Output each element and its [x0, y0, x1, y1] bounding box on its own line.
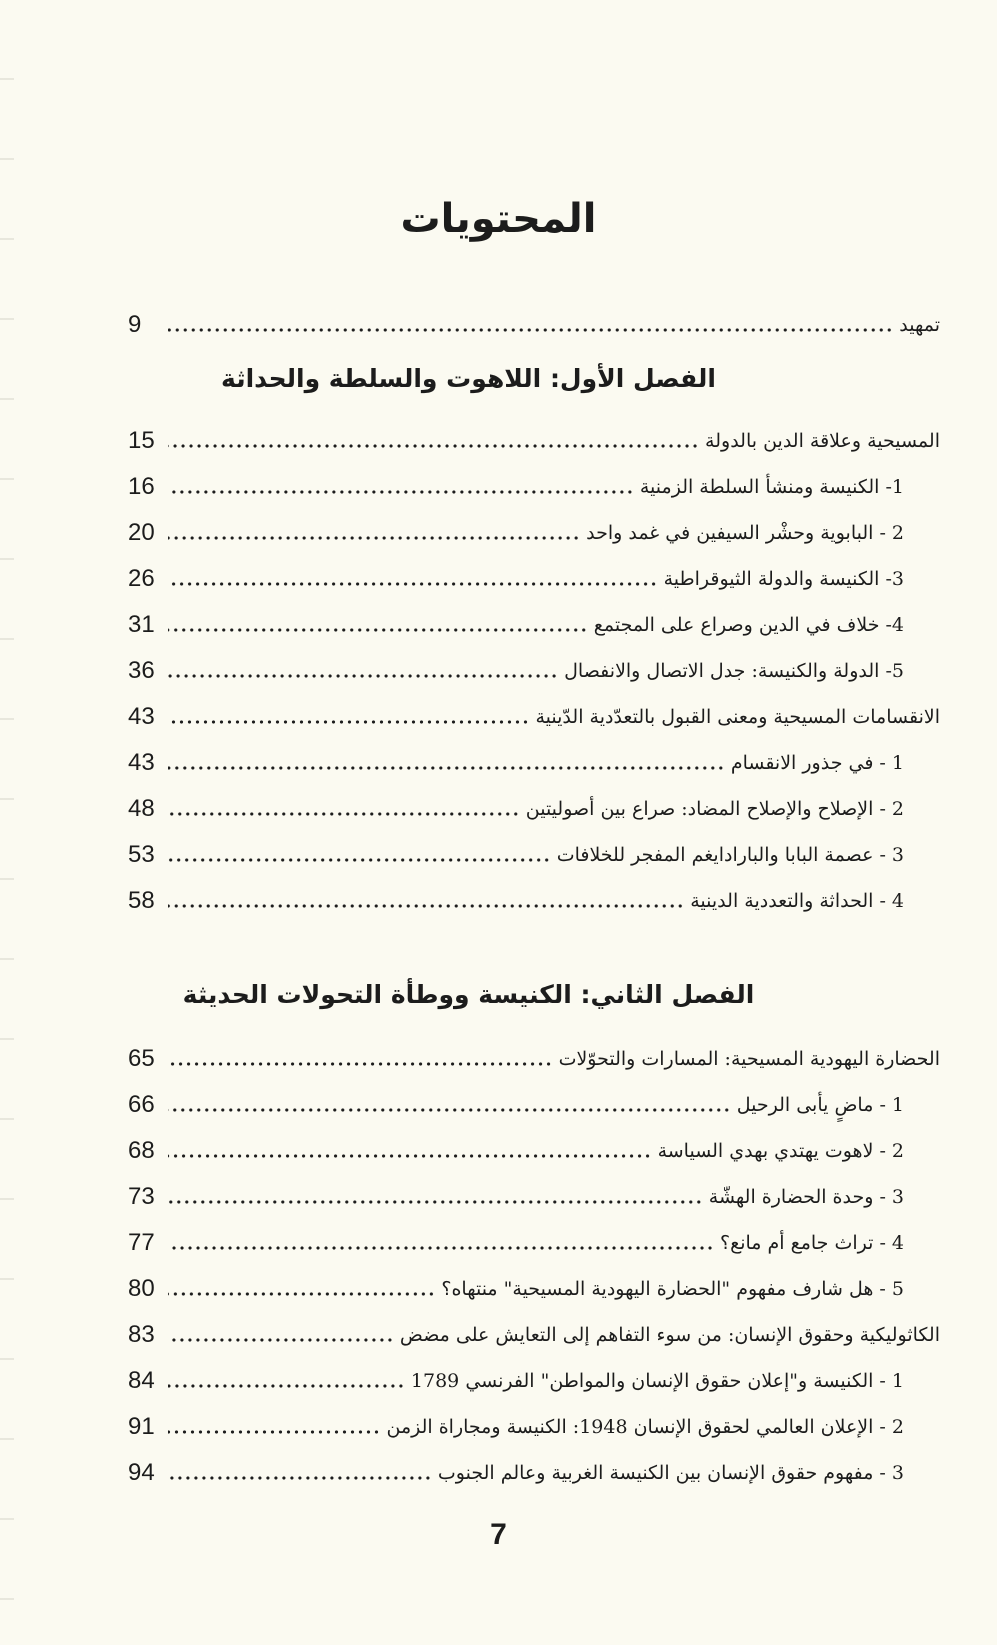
- toc-page-number: 26: [128, 565, 155, 592]
- toc-page-number: 16: [128, 473, 155, 500]
- toc-row[interactable]: [128, 414, 940, 454]
- toc-row[interactable]: [128, 1308, 940, 1348]
- toc-page-number: 68: [128, 1137, 155, 1164]
- toc-entry-label: 5- الدولة والكنيسة: جدل الاتصال والانفصال: [564, 660, 904, 682]
- toc-page-number: 15: [128, 427, 155, 454]
- leader-dots: [168, 765, 725, 771]
- leader-dots: [168, 535, 580, 541]
- toc-entry-label: تمهيد: [899, 314, 940, 336]
- leader-dots: [168, 443, 699, 449]
- toc-row[interactable]: [128, 552, 940, 592]
- toc-row[interactable]: [128, 460, 940, 500]
- leader-dots: [168, 581, 658, 587]
- leader-dots: [168, 719, 529, 725]
- leader-dots: [168, 1337, 394, 1343]
- toc-page-number: 43: [128, 749, 155, 776]
- toc-entry-label: 3- الكنيسة والدولة الثيوقراطية: [663, 568, 904, 590]
- toc-page-number: 48: [128, 795, 155, 822]
- leader-dots: [168, 1061, 553, 1067]
- toc-page-number: 20: [128, 519, 155, 546]
- toc-row[interactable]: [128, 690, 940, 730]
- toc-row[interactable]: [128, 1262, 940, 1302]
- toc-entry-label: 4 - الحداثة والتعددية الدينية: [690, 890, 904, 912]
- toc-page-number: 77: [128, 1229, 155, 1256]
- toc-row[interactable]: [128, 736, 940, 776]
- toc-row[interactable]: [128, 874, 940, 914]
- toc-row[interactable]: [128, 598, 940, 638]
- leader-dots: [168, 811, 520, 817]
- toc-entry-label: 2 - الإعلان العالمي لحقوق الإنسان 1948: الكنيسة ومجاراة الزمن: [386, 1416, 904, 1438]
- scan-edge: [0, 0, 14, 1645]
- leader-dots: [168, 1199, 703, 1205]
- leader-dots: [168, 489, 634, 495]
- toc-row[interactable]: [128, 1032, 940, 1072]
- toc-page-number: 66: [128, 1091, 155, 1118]
- leader-dots: [168, 857, 551, 863]
- toc-row[interactable]: [128, 644, 940, 684]
- toc-page-number: 73: [128, 1183, 155, 1210]
- toc-row[interactable]: [128, 1124, 940, 1164]
- toc-row[interactable]: [128, 1170, 940, 1210]
- toc-entry-label: الحضارة اليهودية المسيحية: المسارات والتحوّلات: [558, 1048, 940, 1070]
- leader-dots: [168, 1429, 380, 1435]
- toc-entry-label: 5 - هل شارف مفهوم "الحضارة اليهودية المسيحية" منتهاه؟: [441, 1278, 904, 1300]
- leader-dots: [168, 1291, 435, 1297]
- toc-page-number: 84: [128, 1367, 155, 1394]
- leader-dots: [168, 1383, 405, 1389]
- toc-page-number: 43: [128, 703, 155, 730]
- leader-dots: [168, 1153, 652, 1159]
- toc-row[interactable]: [128, 1400, 940, 1440]
- toc-row[interactable]: [128, 1446, 940, 1486]
- toc-row[interactable]: [128, 828, 940, 868]
- leader-dots: [168, 1245, 714, 1251]
- leader-dots: [168, 327, 893, 333]
- toc-entry-label: 2 - الإصلاح والإصلاح المضاد: صراع بين أصوليتين: [525, 798, 904, 820]
- toc-entry-label: الكاثوليكية وحقوق الإنسان: من سوء التفاهم إلى التعايش على مضض: [399, 1324, 940, 1346]
- chapter-2-title: الفصل الثاني: الكنيسة ووطأة التحولات الحديثة: [182, 980, 755, 1009]
- leader-dots: [168, 1475, 432, 1481]
- toc-page-number: 91: [128, 1413, 155, 1440]
- leader-dots: [168, 1107, 731, 1113]
- toc-page-number: 94: [128, 1459, 155, 1486]
- toc-entry-label: 1 - ماضٍ يأبى الرحيل: [736, 1094, 904, 1116]
- toc-entry-label: 1- الكنيسة ومنشأ السلطة الزمنية: [639, 476, 904, 498]
- toc-entry-label: 1 - الكنيسة و"إعلان حقوق الإنسان والمواطن" الفرنسي 1789: [410, 1370, 904, 1392]
- toc-entry-label: 3 - عصمة البابا والبارادايغم المفجر للخلافات: [556, 844, 904, 866]
- toc-row[interactable]: [128, 1078, 940, 1118]
- leader-dots: [168, 627, 588, 633]
- toc-page-number: 9: [128, 311, 142, 338]
- toc-entry-label: الانقسامات المسيحية ومعنى القبول بالتعدّدية الدّينية: [535, 706, 940, 728]
- leader-dots: [168, 673, 558, 679]
- toc-page-number: 58: [128, 887, 155, 914]
- toc-entry-label: 1 - في جذور الانقسام: [730, 752, 904, 774]
- toc-entry-label: المسيحية وعلاقة الدين بالدولة: [705, 430, 940, 452]
- toc-entry-label: 2 - البابوية وحشْر السيفين في غمد واحد: [586, 522, 904, 544]
- chapter-1-title: الفصل الأول: اللاهوت والسلطة والحداثة: [221, 364, 716, 393]
- toc-row[interactable]: [128, 506, 940, 546]
- toc-entry-label: 3 - وحدة الحضارة الهشّة: [708, 1186, 904, 1208]
- toc-row[interactable]: [128, 782, 940, 822]
- toc-row-intro[interactable]: [128, 298, 940, 338]
- toc-entry-label: 4 - تراث جامع أم مانع؟: [720, 1232, 904, 1254]
- leader-dots: [168, 903, 684, 909]
- toc-row[interactable]: [128, 1354, 940, 1394]
- toc-page-number: 83: [128, 1321, 155, 1348]
- toc-page-number: 80: [128, 1275, 155, 1302]
- toc-row[interactable]: [128, 1216, 940, 1256]
- toc-page-number: 36: [128, 657, 155, 684]
- toc-entry-label: 3 - مفهوم حقوق الإنسان بين الكنيسة الغربية وعالم الجنوب: [437, 1462, 904, 1484]
- toc-page-number: 31: [128, 611, 155, 638]
- toc-entry-label: 4- خلاف في الدين وصراع على المجتمع: [593, 614, 904, 636]
- toc-page-number: 53: [128, 841, 155, 868]
- page-title: المحتويات: [400, 196, 597, 242]
- toc-page-number: 65: [128, 1045, 155, 1072]
- page-number: 7: [490, 1518, 507, 1551]
- toc-entry-label: 2 - لاهوت يهتدي بهدي السياسة: [657, 1140, 904, 1162]
